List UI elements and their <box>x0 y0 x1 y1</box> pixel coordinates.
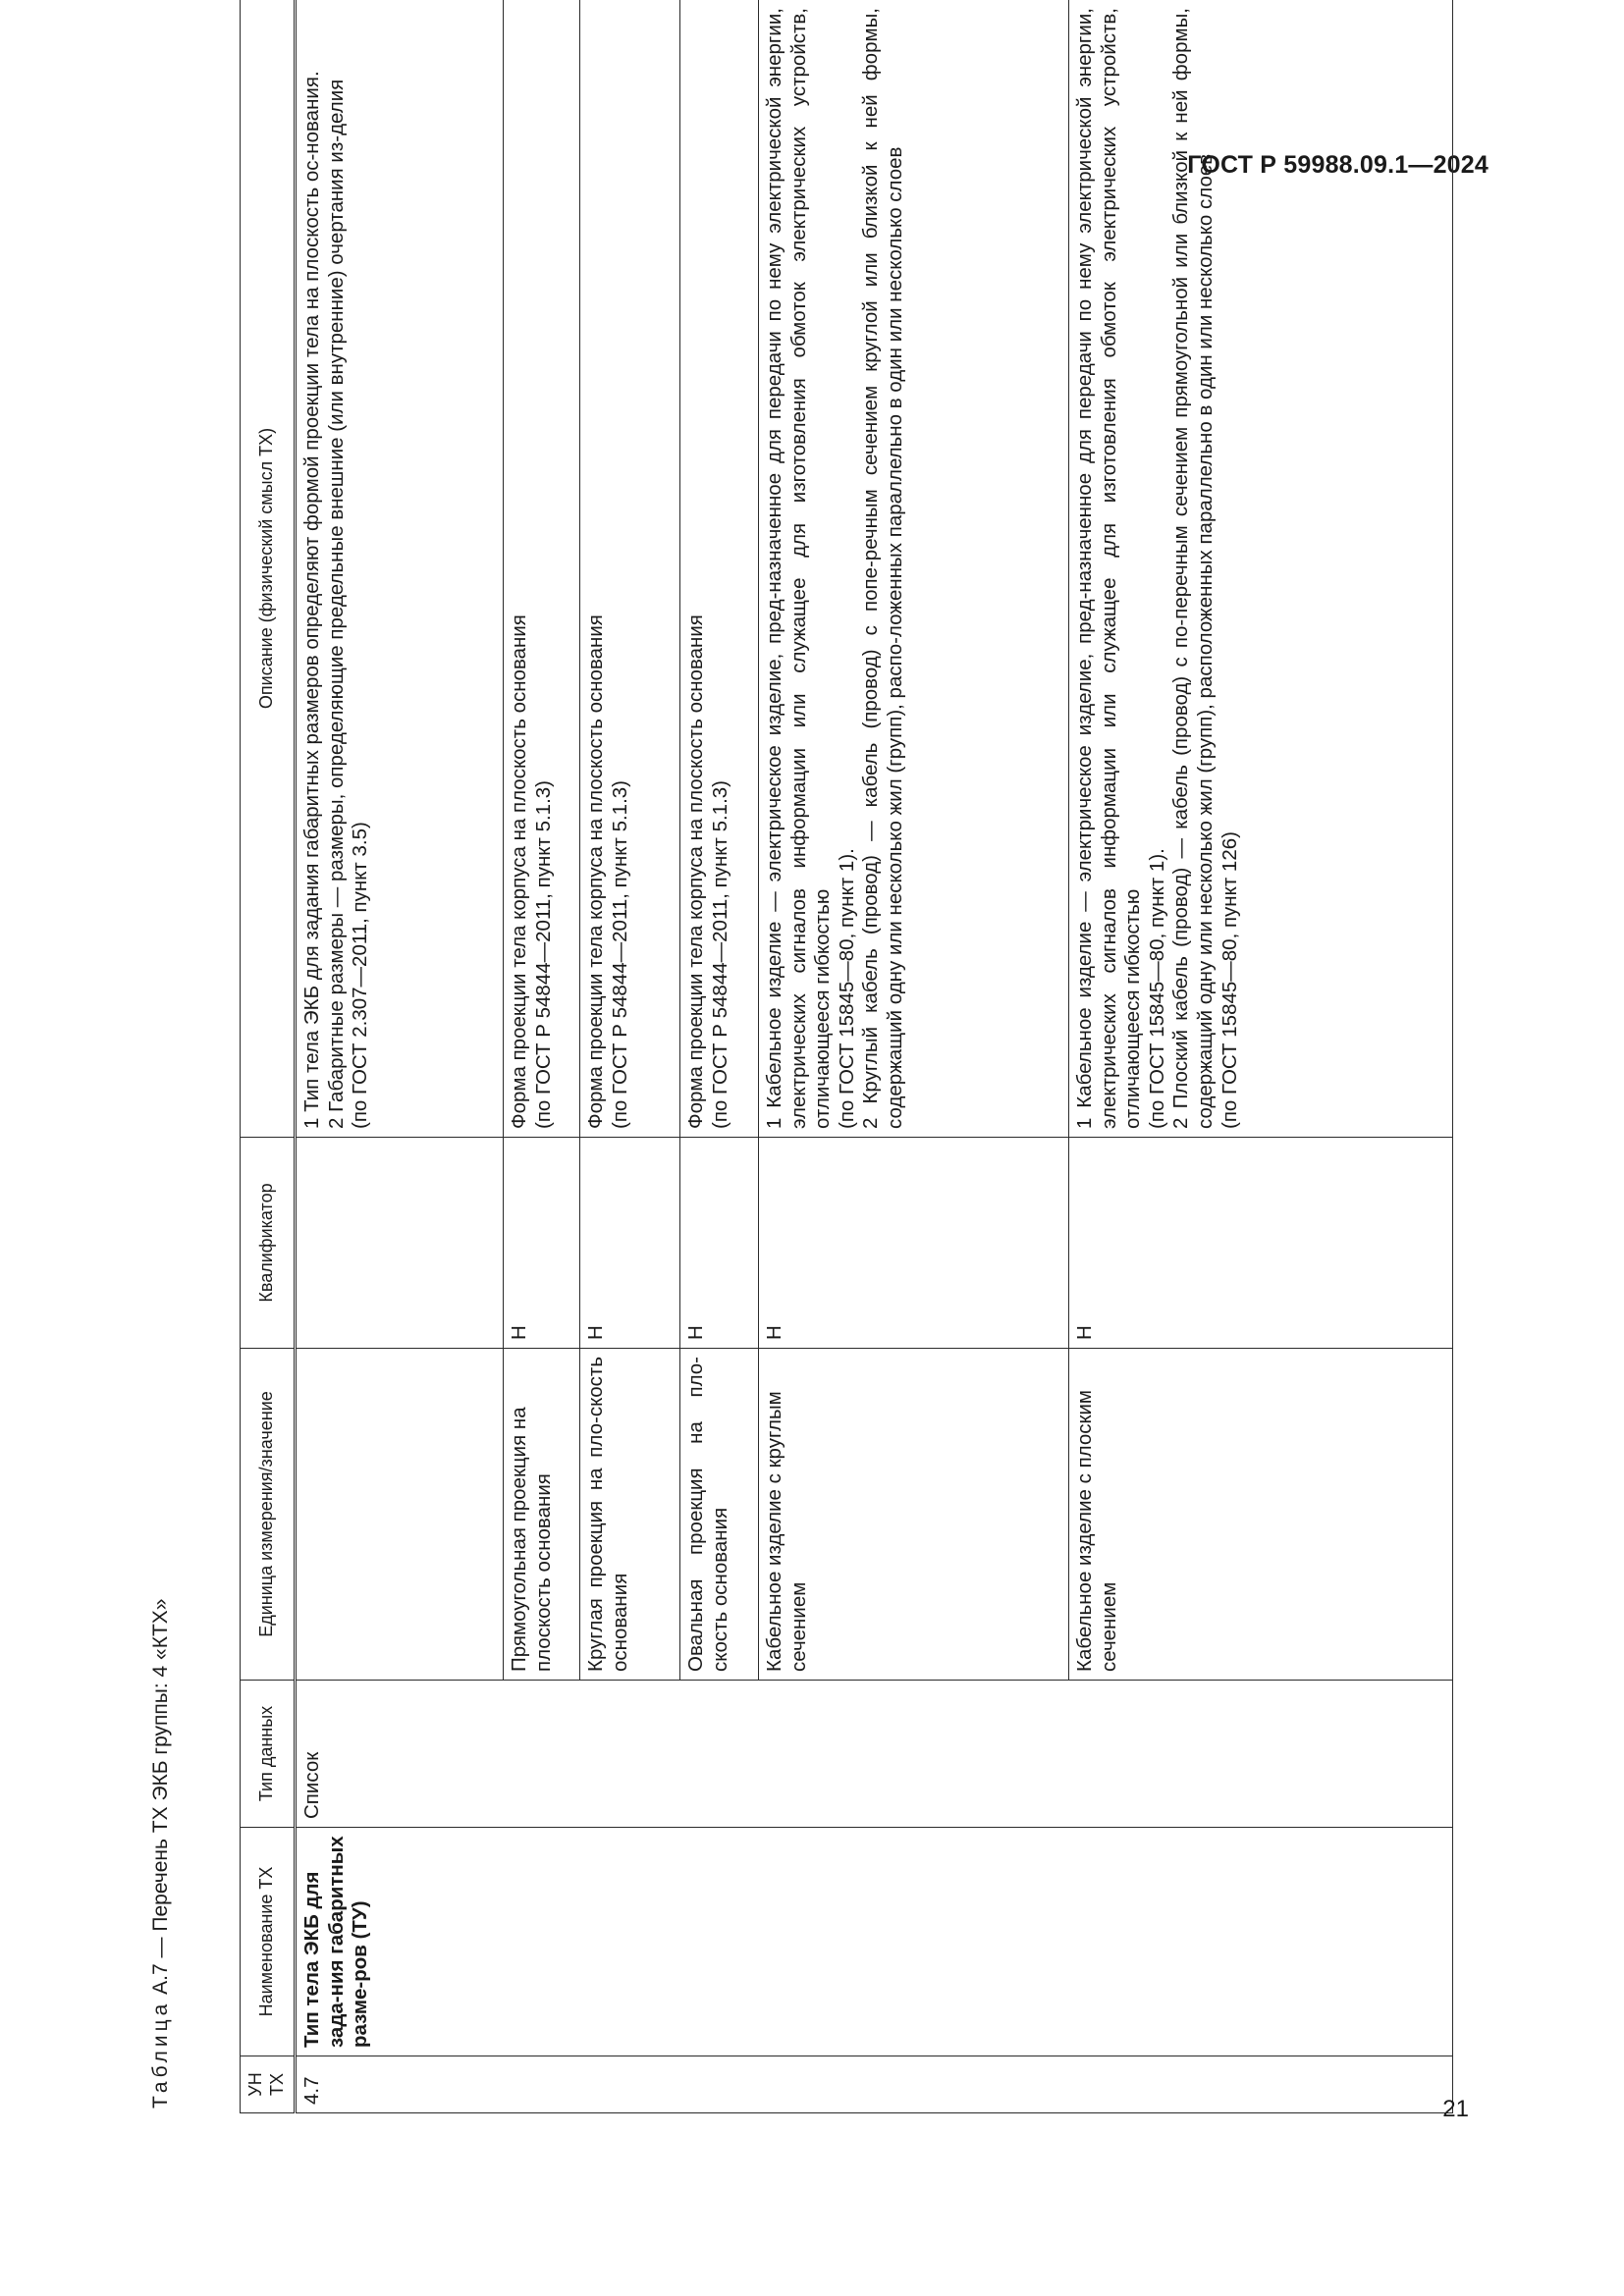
cell-qualifier: Н <box>759 1138 1069 1349</box>
description-line: (по ГОСТ 15845—80, пункт 1). <box>1145 848 1168 1129</box>
table-row <box>680 0 759 2113</box>
page-number: 21 <box>1442 2096 1469 2122</box>
cell-description <box>580 0 680 1138</box>
cell-unit: Овальная проекция на пло-скость основания <box>680 1349 759 1681</box>
header-un: УН ТХ <box>241 2056 296 2113</box>
cell-qualifier: Н <box>580 1138 680 1349</box>
cell-description <box>504 0 580 1138</box>
cell-qualifier: Н <box>504 1138 580 1349</box>
spec-table <box>240 0 1453 2113</box>
cell-unit <box>296 1349 504 1681</box>
table-caption-prefix: Таблица <box>149 2000 172 2109</box>
table-caption <box>149 1599 173 2109</box>
header-name: Наименование ТХ <box>241 1828 296 2056</box>
description-line: 2 Габаритные размеры — размеры, определяющие предельные внешние (или внутренние) очертания из-делия <box>324 79 348 1129</box>
table-row <box>580 0 680 2113</box>
header-unit: Единица измерения/значение <box>241 1349 296 1681</box>
cell-unit: Кабельное изделие с плоским сечением <box>1069 1349 1453 1681</box>
description-line: Форма проекции тела корпуса на плоскость основания <box>584 614 607 1129</box>
description-line: 2 Плоский кабель (провод) — кабель (провод) с по-перечным сечением прямоугольной или близкой к ней формы, содержащий одну или несколько жил (групп), расположенных параллельно в один или несколько слоев <box>1169 8 1217 1129</box>
cell-type: Список <box>296 1681 504 1828</box>
cell-un: 4.7 <box>296 2056 504 2113</box>
cell-description <box>1069 0 1453 1138</box>
rotated-table-region <box>145 0 1453 2113</box>
header-qualifier: Квалификатор <box>241 1138 296 1349</box>
table-row <box>504 0 580 2113</box>
cell-unit: Круглая проекция на пло-скость основания <box>580 1349 680 1681</box>
header-row <box>241 0 296 2113</box>
description-line: (по ГОСТ 15845—80, пункт 1). <box>835 848 858 1129</box>
description-line: 2 Круглый кабель (провод) — кабель (провод) с попе-речным сечением круглой или близкой к ней формы, содержащий одну или несколько жил (групп), распо-ложенных параллельно в один или несколько слоев <box>859 8 906 1129</box>
cell-description <box>296 0 504 1138</box>
description-line: (по ГОСТ Р 54844—2011, пункт 5.1.3) <box>708 780 731 1129</box>
cell-description <box>680 0 759 1138</box>
table-caption-text: А.7 — Перечень ТХ ЭКБ группы: 4 «КТХ» <box>149 1598 172 2001</box>
header-description: Описание (физический смысл ТХ) <box>241 0 296 1138</box>
cell-description <box>759 0 1069 1138</box>
description-line: (по ГОСТ Р 54844—2011, пункт 5.1.3) <box>608 780 631 1129</box>
cell-qualifier: Н <box>1069 1138 1453 1349</box>
table-row <box>1069 0 1453 2113</box>
header-type: Тип данных <box>241 1681 296 1828</box>
cell-unit: Прямоугольная проекция на плоскость основания <box>504 1349 580 1681</box>
description-line: 1 Кабельное изделие — электрическое изделие, пред-назначенное для передачи по нему электрической энергии, электрических сигналов информации или служащее для изготовления обмоток электрических устройств, отличающееся гибкостью <box>1073 8 1145 1129</box>
cell-qualifier <box>296 1138 504 1349</box>
cell-qualifier: Н <box>680 1138 759 1349</box>
description-line: 1 Тип тела ЭКБ для задания габаритных размеров определяют формой проекции тела на плоскость ос-нования. <box>300 71 323 1129</box>
table-row <box>296 0 504 2113</box>
description-line: (по ГОСТ 2.307—2011, пункт 3.5) <box>349 822 372 1129</box>
description-line: Форма проекции тела корпуса на плоскость основания <box>508 614 530 1129</box>
table-row <box>759 0 1069 2113</box>
description-line: 1 Кабельное изделие — электрическое изделие, пред-назначенное для передачи по нему электрической энергии, электрических сигналов информации или служащее для изготовления обмоток электрических устройств, отличающееся гибкостью <box>763 8 835 1129</box>
description-line: (по ГОСТ 15845—80, пункт 126) <box>1218 831 1241 1129</box>
cell-unit: Кабельное изделие с круглым сечением <box>759 1349 1069 1681</box>
document-code: ГОСТ Р 59988.09.1—2024 <box>1187 151 1489 179</box>
description-line: Форма проекции тела корпуса на плоскость основания <box>684 614 707 1129</box>
description-line: (по ГОСТ Р 54844—2011, пункт 5.1.3) <box>531 780 555 1129</box>
cell-name: Тип тела ЭКБ для зада-ния габаритных разме-ров (ТУ) <box>296 1828 504 2056</box>
